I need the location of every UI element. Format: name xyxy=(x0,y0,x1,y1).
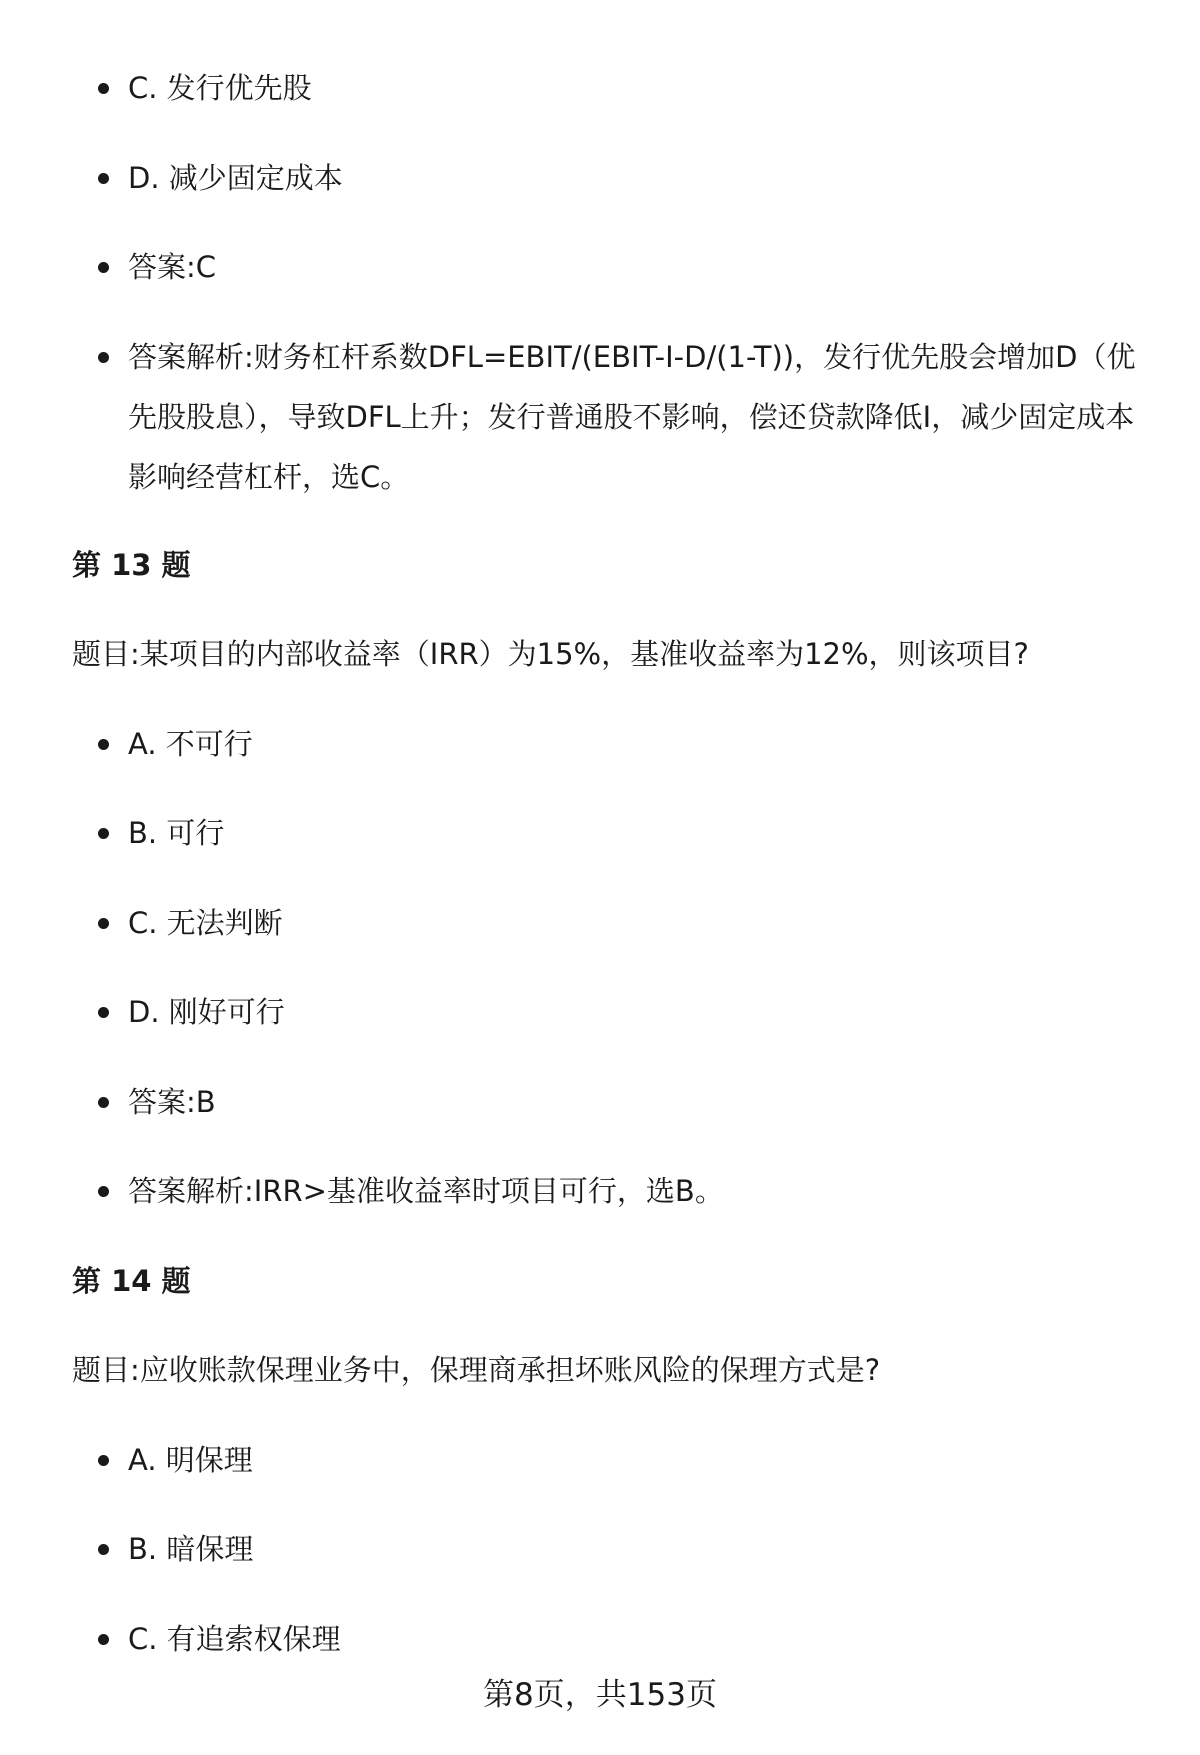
bullet-icon xyxy=(98,893,128,953)
option-text: A. 明保理 xyxy=(128,1443,253,1477)
question-text: 题目:应收账款保理业务中，保理商承担坏账风险的保理方式是? xyxy=(72,1353,881,1387)
question-heading: 第 13 题 xyxy=(72,548,191,582)
option-text: D. 刚好可行 xyxy=(128,995,285,1029)
page-number-footer: 第8页，共153页 xyxy=(483,1677,717,1713)
option-text: C. 无法判断 xyxy=(128,906,283,940)
question-text: 题目:某项目的内部收益率（IRR）为15%，基准收益率为12%，则该项目? xyxy=(72,637,1029,671)
answer-text: 答案:B xyxy=(128,1085,216,1119)
option-text: C. 发行优先股 xyxy=(128,71,312,105)
option-text: A. 不可行 xyxy=(128,727,253,761)
option-text: D. 减少固定成本 xyxy=(128,161,343,195)
bullet-icon xyxy=(98,982,128,1042)
explanation-text: 答案解析:IRR>基准收益率时项目可行，选B。 xyxy=(128,1174,724,1208)
bullet-icon xyxy=(98,237,128,297)
bullet-icon xyxy=(98,1609,128,1669)
question-heading: 第 14 题 xyxy=(72,1264,191,1298)
bullet-icon xyxy=(98,327,128,387)
answer-text: 答案:C xyxy=(128,250,217,284)
bullet-icon xyxy=(98,714,128,774)
bullet-icon xyxy=(98,1430,128,1490)
option-text: B. 暗保理 xyxy=(128,1532,254,1566)
bullet-icon xyxy=(98,58,128,118)
bullet-icon xyxy=(98,1072,128,1132)
bullet-icon xyxy=(98,1519,128,1579)
bullet-icon xyxy=(98,803,128,863)
bullet-icon xyxy=(98,148,128,208)
option-text: C. 有追索权保理 xyxy=(128,1622,341,1656)
explanation-text: 答案解析:财务杠杆系数DFL=EBIT/(EBIT-I-D/(1-T))，发行优先股会增加D（优先股股息），导致DFL上升；发行普通股不影响，偿还贷款降低I，减少固定成本影响经营杠杆，选C。 xyxy=(128,340,1136,494)
bullet-icon xyxy=(98,1161,128,1221)
option-text: B. 可行 xyxy=(128,816,225,850)
